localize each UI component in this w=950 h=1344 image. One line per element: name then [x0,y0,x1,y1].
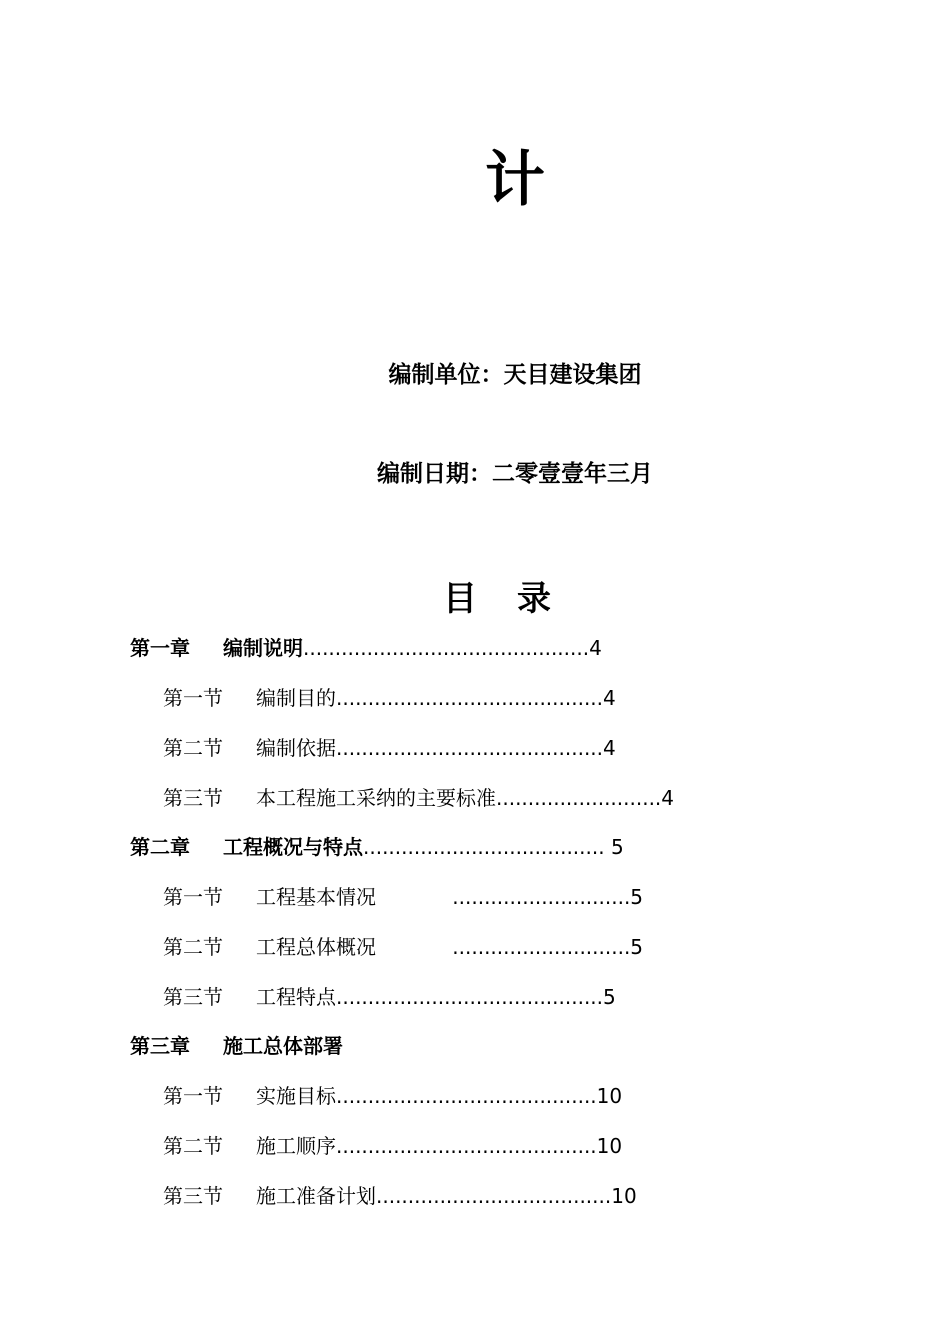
toc-page-number: 10 [596,1084,623,1108]
toc-entry[interactable] [163,983,616,1011]
toc-entry-number: 第一章 [130,636,190,660]
toc-entry[interactable] [163,883,643,911]
toc-entry[interactable] [163,933,643,961]
toc-leader-dots: ............................................. [303,636,590,660]
toc-leader-dots: ..................................... [376,1184,612,1208]
toc-entry-text: 施工准备计划 [256,1184,376,1208]
toc-page-number: 5 [603,985,616,1009]
toc-entry-number: 第一节 [163,686,223,710]
toc-entry-text: 施工总体部署 [223,1034,343,1058]
compiling-date: 编制日期：二零壹壹年三月 [377,461,653,487]
compiling-unit: 编制单位：天目建设集团 [388,362,642,388]
cover-title: 计 [485,145,545,215]
toc-leader-dots: ......................................... [336,1084,597,1108]
toc-leader-dots: ......................................... [336,1134,597,1158]
toc-entry-text: 编制目的 [256,686,336,710]
toc-entry[interactable] [130,833,624,861]
toc-entry-text: 编制说明 [223,636,303,660]
toc-leader-dots: .......................................... [336,686,604,710]
toc-entry-text: 实施目标 [256,1084,336,1108]
toc-page-number: 10 [611,1184,637,1208]
toc-entry-number: 第二章 [130,835,190,859]
toc-entry-number: 第一节 [163,1084,223,1108]
toc-leader-dots: .......................................... [336,736,604,760]
toc-entry-number: 第三节 [163,1184,223,1208]
toc-entry-text: 施工顺序 [256,1134,336,1158]
toc-page-number: 5 [630,935,644,959]
toc-page-number: 4 [603,686,616,710]
toc-entry-number: 第二节 [163,935,223,959]
toc-entry[interactable] [163,1082,622,1110]
toc-entry[interactable] [163,734,616,762]
toc-entry-text: 编制依据 [256,736,336,760]
toc-page-number: 4 [603,736,616,760]
toc-title: 目录 [443,579,591,619]
toc-page-number: 5 [604,835,624,859]
toc-leader-dots: .......................... [496,786,662,810]
toc-entry-text: 工程特点 [256,985,336,1009]
toc-entry-number: 第二节 [163,1134,223,1158]
toc-entry[interactable] [163,784,674,812]
toc-page-number: 4 [589,636,602,660]
toc-entry-number: 第三章 [130,1034,190,1058]
toc-leader-dots: ............................ [376,885,631,909]
toc-entry[interactable] [163,684,616,712]
toc-entry-number: 第三节 [163,786,223,810]
toc-entry-number: 第三节 [163,985,223,1009]
toc-entry-text: 工程基本情况 [256,885,376,909]
toc-entry-number: 第一节 [163,885,223,909]
toc-entry-number: 第二节 [163,736,223,760]
toc-entry[interactable] [163,1182,637,1210]
toc-page-number: 5 [630,885,644,909]
toc-leader-dots: ............................ [376,935,631,959]
toc-leader-dots: ...................................... [363,835,605,859]
toc-entry-text: 工程总体概况 [256,935,376,959]
toc-page-number: 4 [661,786,675,810]
toc-page-number: 10 [596,1134,623,1158]
toc-leader-dots: .......................................... [336,985,604,1009]
toc-entry[interactable] [130,634,602,662]
toc-entry[interactable] [130,1032,343,1060]
toc-entry-text: 本工程施工采纳的主要标准 [256,786,496,810]
toc-entry-text: 工程概况与特点 [223,835,363,859]
toc-entry[interactable] [163,1132,622,1160]
